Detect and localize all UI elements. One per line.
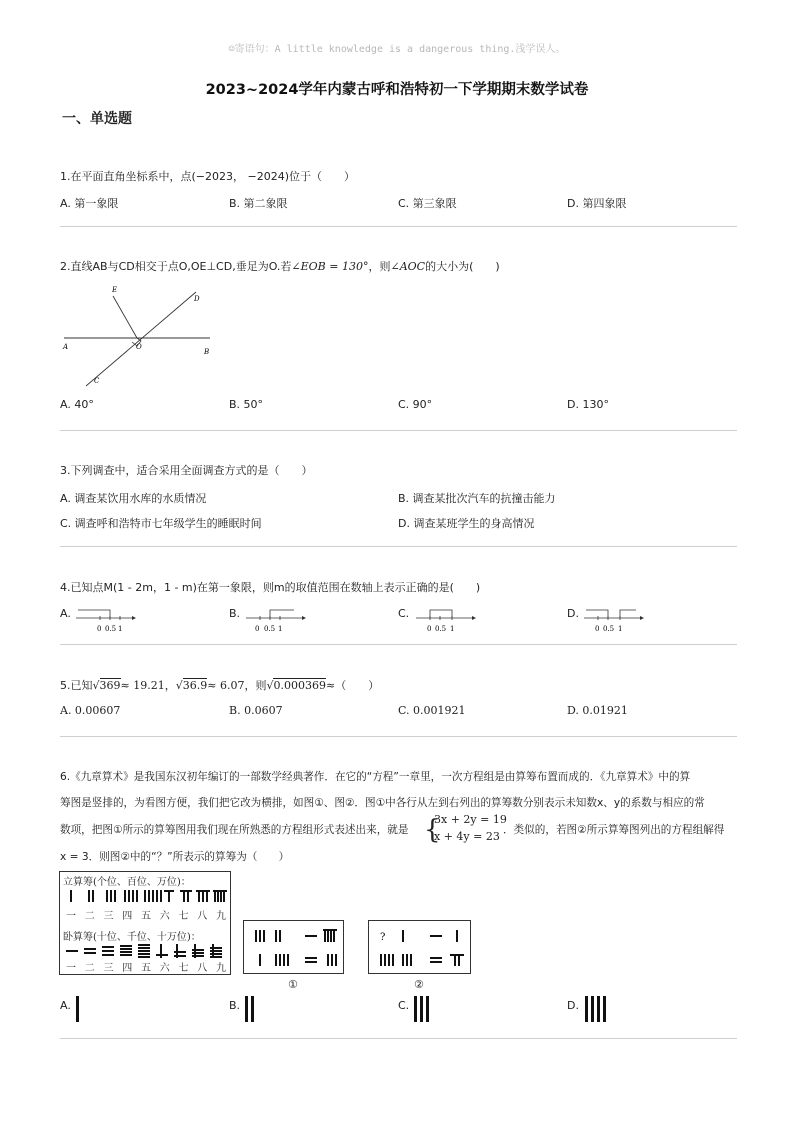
tick-label: 1 bbox=[118, 625, 123, 633]
divider bbox=[60, 430, 737, 431]
line-cd bbox=[86, 292, 196, 386]
rod-figure-1 bbox=[243, 920, 345, 975]
ray-oe bbox=[113, 296, 137, 338]
q2-stem-text: 的大小为( ) bbox=[425, 260, 500, 273]
q2-stem-text: 2.直线AB与CD相交于点O,OE⊥CD,垂足为O.若 bbox=[60, 260, 292, 273]
q5-option-d[interactable]: D. 0.01921 bbox=[567, 704, 628, 717]
label-a: A bbox=[63, 343, 69, 351]
q2-figure bbox=[58, 284, 218, 390]
numeral: 一 bbox=[66, 963, 76, 974]
q6-option-b-rods bbox=[243, 994, 257, 1024]
q6-line4: x = 3．则图②中的“？”所表示的算筹为（ ） bbox=[60, 851, 290, 863]
tick-label: 0 bbox=[595, 625, 600, 633]
tick-label: 1 bbox=[278, 625, 283, 633]
q2-angle-aoc: ∠AOC bbox=[390, 260, 426, 273]
q6-eq1: 3x + 2y = 19 bbox=[434, 813, 507, 826]
label-b: B bbox=[204, 348, 210, 356]
q2-option-d[interactable]: D. 130° bbox=[567, 398, 609, 411]
tick-label: 0.5 bbox=[603, 625, 615, 633]
q6-option-c-rods bbox=[412, 994, 432, 1024]
fig1-label: ① bbox=[288, 978, 298, 991]
page-title: 2023~2024学年内蒙古呼和浩特初一下学期期末数学试卷 bbox=[205, 82, 589, 98]
numeral: 三 bbox=[103, 911, 114, 922]
q3-option-c[interactable]: C. 调查呼和浩特市七年级学生的睡眠时间 bbox=[60, 517, 262, 530]
horizontal-rods-row bbox=[62, 942, 228, 960]
q3-option-d[interactable]: D. 调查某班学生的身高情况 bbox=[398, 517, 535, 530]
numeral: 六 bbox=[159, 963, 170, 974]
numeral: 九 bbox=[216, 963, 226, 974]
label-d: D bbox=[194, 295, 200, 303]
fig2-label: ② bbox=[414, 978, 424, 991]
numeral: 四 bbox=[122, 911, 133, 922]
q5-approx: ≈ 6.07，则 bbox=[207, 679, 267, 692]
tick-label: 0 bbox=[97, 625, 102, 633]
q5-stem bbox=[60, 678, 379, 694]
numeral: 七 bbox=[178, 911, 189, 922]
q4-option-c[interactable]: C. bbox=[398, 607, 410, 620]
numeral: 八 bbox=[197, 911, 208, 922]
q6-option-d[interactable]: D. bbox=[567, 999, 579, 1012]
sqrt-symbol: √ bbox=[266, 679, 274, 692]
q3-option-a[interactable]: A. 调查某饮用水库的水质情况 bbox=[60, 492, 207, 505]
q6-option-b[interactable]: B. bbox=[229, 999, 241, 1012]
label-o: O bbox=[136, 343, 142, 351]
q2-stem bbox=[60, 259, 500, 275]
tick-label: 1 bbox=[618, 625, 623, 633]
q1-option-b[interactable]: B. 第二象限 bbox=[229, 197, 288, 210]
sqrt-symbol: √ bbox=[175, 679, 183, 692]
vertical-rods-row bbox=[62, 888, 228, 906]
q4-option-a[interactable]: A. bbox=[60, 607, 71, 620]
tick-label: 1 bbox=[450, 625, 455, 633]
divider bbox=[60, 546, 737, 547]
q6-eq2: x + 4y = 23 bbox=[434, 830, 500, 843]
divider bbox=[60, 1038, 737, 1039]
q2-option-a[interactable]: A. 40° bbox=[60, 398, 94, 411]
q4-number-line-c bbox=[412, 604, 478, 634]
divider bbox=[60, 644, 737, 645]
q5-option-b[interactable]: B. 0.0607 bbox=[229, 704, 283, 717]
numeral: 九 bbox=[216, 911, 226, 922]
tick-label: 0 bbox=[255, 625, 260, 633]
legend-vertical-caption: 立算筹(个位、百位、万位)： bbox=[63, 877, 191, 888]
q6-line1: 6.《九章算术》是我国东汉初年编订的一部数学经典著作．在它的“方程”一章里，一次方程组是由算筹布置而成的．《九章算术》中的算 bbox=[60, 771, 691, 783]
q1-option-d[interactable]: D. 第四象限 bbox=[567, 197, 627, 210]
label-c: C bbox=[94, 377, 100, 385]
tick-label: 0.5 bbox=[264, 625, 276, 633]
section-heading: 一、单选题 bbox=[62, 111, 132, 127]
numeral: 二 bbox=[84, 963, 95, 974]
numeral: 四 bbox=[122, 963, 133, 974]
numeral: 六 bbox=[159, 911, 170, 922]
q2-option-b[interactable]: B. 50° bbox=[229, 398, 264, 411]
q6-option-c[interactable]: C. bbox=[398, 999, 410, 1012]
radicand: 369 bbox=[99, 679, 121, 692]
numeral: 一 bbox=[66, 911, 76, 922]
numeral: 五 bbox=[141, 963, 151, 974]
q5-approx: ≈（ ） bbox=[325, 679, 380, 692]
numeral: 二 bbox=[84, 911, 95, 922]
label-e: E bbox=[112, 286, 118, 294]
numeral: 八 bbox=[197, 963, 208, 974]
rod-figure-2 bbox=[368, 920, 472, 975]
q1-stem: 1.在平面直角坐标系中，点(−2023， −2024)位于（ ） bbox=[60, 170, 355, 183]
q1-option-a[interactable]: A. 第一象限 bbox=[60, 197, 119, 210]
q6-option-a-rods bbox=[74, 994, 84, 1024]
q5-stem-text: 5.已知 bbox=[60, 679, 93, 692]
numeral: 七 bbox=[178, 963, 189, 974]
q1-option-c[interactable]: C. 第三象限 bbox=[398, 197, 457, 210]
q2-angle-eob: ∠EOB = 130° bbox=[291, 260, 369, 273]
q4-option-d[interactable]: D. bbox=[567, 607, 579, 620]
q5-approx: ≈ 19.21， bbox=[120, 679, 176, 692]
q3-option-b[interactable]: B. 调查某批次汽车的抗撞击能力 bbox=[398, 492, 556, 505]
q4-number-line-d bbox=[580, 604, 646, 634]
numerals-row-2 bbox=[63, 959, 229, 974]
q6-line3b: ．类似的，若图②所示算筹图列出的方程组解得 bbox=[503, 824, 725, 836]
q4-stem: 4.已知点M(1 - 2m，1 - m)在第一象限，则m的取值范围在数轴上表示正确的是( ) bbox=[60, 581, 481, 594]
numeral: 三 bbox=[103, 963, 114, 974]
question-mark: ? bbox=[380, 932, 386, 943]
q4-number-line-b bbox=[242, 604, 308, 634]
q6-line3a: 数项，把图①所示的算筹图用我们现在所熟悉的方程组形式表述出来，就是 bbox=[60, 824, 409, 836]
divider bbox=[60, 226, 737, 227]
motto: ☺寄语句：A little knowledge is a dangerous thing.浅学误人。 bbox=[228, 44, 566, 55]
q4-option-b[interactable]: B. bbox=[229, 607, 241, 620]
q3-stem: 3.下列调查中，适合采用全面调查方式的是（ ） bbox=[60, 464, 313, 477]
q6-option-a[interactable]: A. bbox=[60, 999, 71, 1012]
q6-option-d-rods bbox=[583, 994, 609, 1024]
numeral: 五 bbox=[141, 911, 151, 922]
q5-option-c[interactable]: C. 0.001921 bbox=[398, 704, 466, 717]
brace-symbol: { bbox=[424, 815, 441, 845]
tick-label: 0.5 bbox=[435, 625, 447, 633]
tick-label: 0 bbox=[427, 625, 432, 633]
radicand: 36.9 bbox=[182, 679, 208, 692]
q6-line2: 筹图是竖排的，为看图方便，我们把它改为横排，如图①、图②．图①中各行从左到右列出的算筹数分别表示未知数x、y的系数与相应的常 bbox=[60, 797, 705, 809]
radicand: 0.000369 bbox=[273, 679, 326, 692]
divider bbox=[60, 736, 737, 737]
legend-horizontal-caption: 卧算筹(十位、千位、十万位)： bbox=[63, 932, 201, 943]
q2-option-c[interactable]: C. 90° bbox=[398, 398, 433, 411]
q4-number-line-a bbox=[72, 604, 138, 634]
sqrt-symbol: √ bbox=[92, 679, 100, 692]
tick-label: 0.5 bbox=[105, 625, 117, 633]
q2-stem-text: ，则 bbox=[368, 260, 391, 273]
q5-option-a[interactable]: A. 0.00607 bbox=[60, 704, 121, 717]
numerals-row-1 bbox=[63, 907, 229, 922]
